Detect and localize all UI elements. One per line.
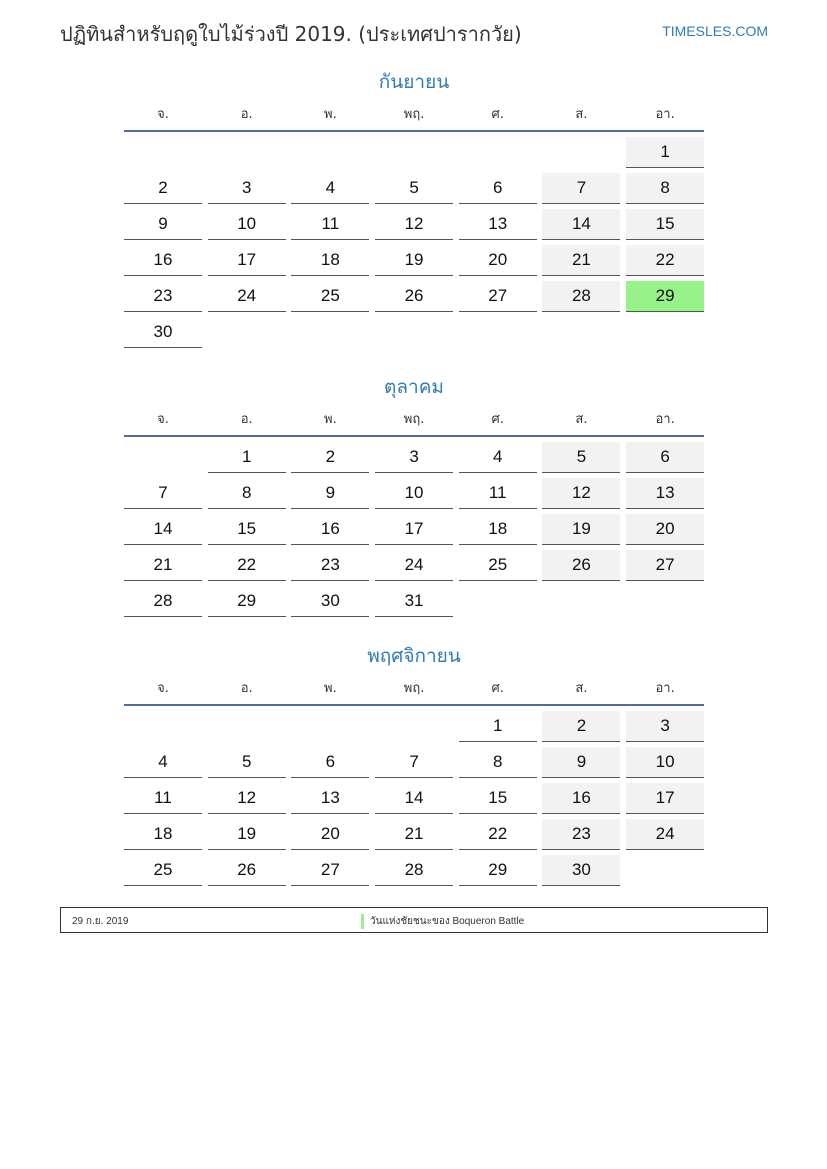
- day-cell: 29: [626, 281, 704, 312]
- day-cell: 26: [542, 550, 620, 581]
- day-cell: 18: [459, 514, 537, 545]
- day-cell: 2: [124, 173, 202, 204]
- empty-cell: [375, 137, 453, 173]
- empty-cell: [542, 137, 620, 173]
- day-cell: 25: [459, 550, 537, 581]
- day-cell: 15: [626, 209, 704, 240]
- weekday-sat: ส.: [575, 412, 588, 427]
- holiday-legend: [60, 907, 768, 933]
- day-cell: 30: [124, 317, 202, 348]
- day-cell: 3: [208, 173, 286, 204]
- day-cell: 5: [375, 173, 453, 204]
- day-cell: 1: [459, 711, 537, 742]
- month-october: [124, 373, 704, 622]
- day-cell: 9: [291, 478, 369, 509]
- legend-date: 29 ก.ย. 2019: [72, 916, 129, 927]
- empty-cell: [459, 137, 537, 173]
- month-title: ตุลาคม: [384, 376, 444, 398]
- day-cell: 19: [375, 245, 453, 276]
- day-cell: 10: [375, 478, 453, 509]
- day-cell: 13: [291, 783, 369, 814]
- day-cell: 2: [542, 711, 620, 742]
- day-cell: 20: [291, 819, 369, 850]
- weekday-sun: อา.: [655, 681, 675, 696]
- day-cell: 22: [626, 245, 704, 276]
- day-cell: 23: [542, 819, 620, 850]
- day-cell: 5: [542, 442, 620, 473]
- day-cell: 7: [375, 747, 453, 778]
- weekday-tue: อ.: [240, 107, 253, 122]
- day-cell: 14: [542, 209, 620, 240]
- day-cell: 9: [542, 747, 620, 778]
- day-cell: 28: [542, 281, 620, 312]
- day-cell: 1: [626, 137, 704, 168]
- day-cell: 1: [208, 442, 286, 473]
- day-cell: 13: [459, 209, 537, 240]
- weekday-header: [124, 409, 704, 437]
- weekday-mon: จ.: [157, 412, 169, 427]
- weekday-thu: พฤ.: [403, 412, 425, 427]
- day-cell: 21: [124, 550, 202, 581]
- day-cell: 9: [124, 209, 202, 240]
- day-cell: 11: [291, 209, 369, 240]
- weekday-wed: พ.: [324, 412, 337, 427]
- month-title: พฤศจิกายน: [367, 645, 461, 667]
- day-cell: 19: [208, 819, 286, 850]
- page-title: ปฏิทินสำหรับฤดูใบไม้ร่วงปี 2019. (ประเทศปารากวัย): [60, 22, 522, 46]
- day-cell: 17: [208, 245, 286, 276]
- day-cell: 17: [375, 514, 453, 545]
- day-cell: 21: [375, 819, 453, 850]
- day-cell: 5: [208, 747, 286, 778]
- weekday-wed: พ.: [324, 681, 337, 696]
- day-cell: 3: [375, 442, 453, 473]
- weekday-thu: พฤ.: [403, 681, 425, 696]
- day-cell: 14: [124, 514, 202, 545]
- empty-cell: [124, 442, 202, 478]
- day-cell: 10: [208, 209, 286, 240]
- weekday-fri: ศ.: [491, 412, 504, 427]
- day-cell: 24: [626, 819, 704, 850]
- weekday-tue: อ.: [240, 681, 253, 696]
- day-cell: 7: [542, 173, 620, 204]
- day-cell: 18: [124, 819, 202, 850]
- day-cell: 26: [375, 281, 453, 312]
- day-cell: 15: [208, 514, 286, 545]
- day-cell: 8: [208, 478, 286, 509]
- weekday-sun: อา.: [655, 412, 675, 427]
- day-cell: 6: [459, 173, 537, 204]
- day-cell: 11: [124, 783, 202, 814]
- day-cell: 20: [459, 245, 537, 276]
- day-cell: 28: [375, 855, 453, 886]
- empty-cell: [124, 137, 202, 173]
- day-cell: 11: [459, 478, 537, 509]
- weekday-fri: ศ.: [491, 107, 504, 122]
- day-cell: 3: [626, 711, 704, 742]
- empty-cell: [291, 137, 369, 173]
- day-cell: 25: [124, 855, 202, 886]
- day-cell: 30: [291, 586, 369, 617]
- day-cell: 16: [542, 783, 620, 814]
- day-cell: 22: [459, 819, 537, 850]
- day-cell: 6: [626, 442, 704, 473]
- weekday-sat: ส.: [575, 681, 588, 696]
- day-cell: 29: [459, 855, 537, 886]
- day-cell: 23: [124, 281, 202, 312]
- day-cell: 28: [124, 586, 202, 617]
- day-cell: 24: [208, 281, 286, 312]
- weekday-header: [124, 678, 704, 706]
- day-grid: [124, 442, 704, 622]
- day-cell: 27: [291, 855, 369, 886]
- day-cell: 8: [459, 747, 537, 778]
- day-cell: 20: [626, 514, 704, 545]
- day-cell: 24: [375, 550, 453, 581]
- day-cell: 19: [542, 514, 620, 545]
- day-cell: 17: [626, 783, 704, 814]
- day-cell: 29: [208, 586, 286, 617]
- day-cell: 6: [291, 747, 369, 778]
- day-cell: 14: [375, 783, 453, 814]
- day-cell: 26: [208, 855, 286, 886]
- day-cell: 27: [626, 550, 704, 581]
- weekday-wed: พ.: [324, 107, 337, 122]
- day-cell: 30: [542, 855, 620, 886]
- day-grid: [124, 711, 704, 891]
- empty-cell: [375, 711, 453, 747]
- day-cell: 15: [459, 783, 537, 814]
- day-cell: 21: [542, 245, 620, 276]
- weekday-tue: อ.: [240, 412, 253, 427]
- empty-cell: [124, 711, 202, 747]
- day-cell: 13: [626, 478, 704, 509]
- day-cell: 12: [542, 478, 620, 509]
- month-november: [124, 642, 704, 891]
- empty-cell: [291, 711, 369, 747]
- day-cell: 8: [626, 173, 704, 204]
- day-cell: 22: [208, 550, 286, 581]
- legend-event: วันแห่งชัยชนะของ Boqueron Battle: [361, 914, 524, 929]
- day-cell: 2: [291, 442, 369, 473]
- weekday-fri: ศ.: [491, 681, 504, 696]
- day-cell: 25: [291, 281, 369, 312]
- day-cell: 27: [459, 281, 537, 312]
- empty-cell: [208, 137, 286, 173]
- weekday-mon: จ.: [157, 681, 169, 696]
- weekday-mon: จ.: [157, 107, 169, 122]
- empty-cell: [208, 711, 286, 747]
- weekday-header: [124, 104, 704, 132]
- day-grid: [124, 137, 704, 353]
- day-cell: 12: [208, 783, 286, 814]
- day-cell: 4: [124, 747, 202, 778]
- weekday-sun: อา.: [655, 107, 675, 122]
- site-link[interactable]: TIMESLES.COM: [662, 23, 768, 39]
- day-cell: 16: [124, 245, 202, 276]
- day-cell: 23: [291, 550, 369, 581]
- day-cell: 12: [375, 209, 453, 240]
- day-cell: 7: [124, 478, 202, 509]
- month-september: [124, 68, 704, 353]
- day-cell: 10: [626, 747, 704, 778]
- month-title: กันยายน: [378, 71, 450, 93]
- weekday-thu: พฤ.: [403, 107, 425, 122]
- day-cell: 4: [291, 173, 369, 204]
- day-cell: 16: [291, 514, 369, 545]
- day-cell: 4: [459, 442, 537, 473]
- day-cell: 18: [291, 245, 369, 276]
- day-cell: 31: [375, 586, 453, 617]
- weekday-sat: ส.: [575, 107, 588, 122]
